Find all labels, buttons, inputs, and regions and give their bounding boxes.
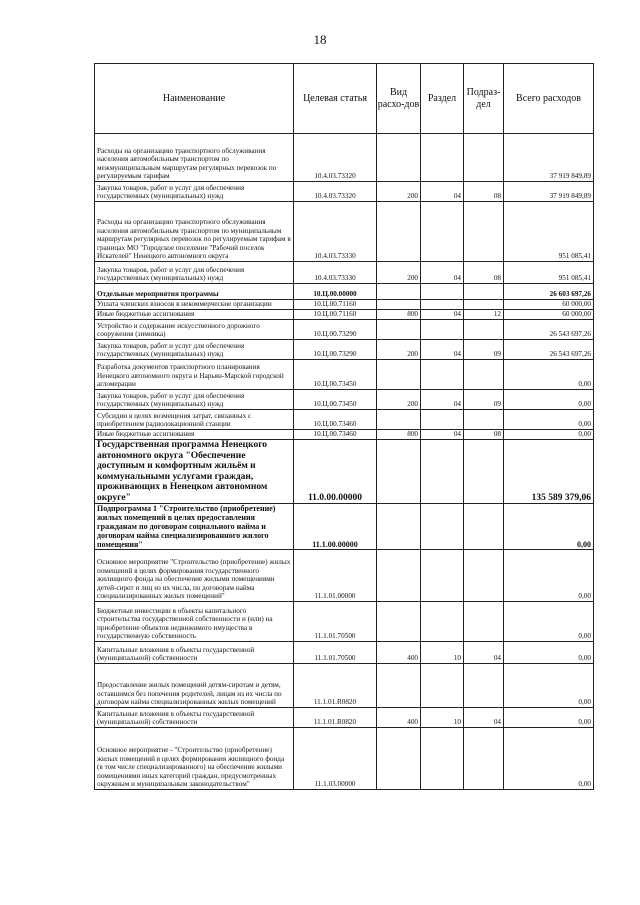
row-name: Расходы на организацию транспортного обслуживания населения автомобильным транспортом по муниципальным маршрутам регулярных перевозок по регулируемым тарифам в границах МО "Городское поселение "Рабочий поселок Искателей" Ненецкого автономного округа: [95, 202, 294, 262]
row-name: Подпрограмма 1 "Строительство (приобретение) жилых помещений в целях предоставления гражданам по договорам социального найма и договорам найма специализированного жилого помещения": [95, 504, 294, 550]
row-target-article: 10.Ц.00.73290: [294, 340, 377, 360]
row-total: 37 919 849,89: [504, 182, 594, 202]
row-expense-type: [377, 284, 421, 300]
row-target-article: 11.1.01.00000: [294, 550, 377, 602]
table-row: [95, 430, 594, 440]
row-subsection: [464, 320, 504, 340]
row-target-article: 11.1.03.00000: [294, 728, 377, 790]
expenditure-table: [94, 63, 594, 790]
row-section: [421, 550, 464, 602]
page-number: 18: [313, 32, 327, 47]
row-target-article: 10.Ц.00.73450: [294, 390, 377, 410]
row-name: Устройство и содержание искусственного дорожного сооружения (зимника): [95, 320, 294, 340]
row-name: Государственная программа Ненецкого автономного округа "Обеспечение доступным и комфортным жильём и коммунальными услугами граждан, проживающих в Ненецком автономном округе": [95, 440, 294, 504]
row-section: [421, 320, 464, 340]
row-total: 951 085,41: [504, 262, 594, 284]
row-subsection: 09: [464, 340, 504, 360]
row-expense-type: 400: [377, 642, 421, 664]
table-row: [95, 284, 594, 300]
table-row: [95, 320, 594, 340]
row-section: 04: [421, 340, 464, 360]
row-section: 04: [421, 390, 464, 410]
row-expense-type: 400: [377, 708, 421, 728]
row-total: 60 000,00: [504, 310, 594, 320]
row-subsection: [464, 360, 504, 390]
row-subsection: 08: [464, 182, 504, 202]
row-name: Закупка товаров, работ и услуг для обеспечения государственных (муниципальных) нужд: [95, 182, 294, 202]
row-section: [421, 300, 464, 310]
row-name: Расходы на организацию транспортного обслуживания населения автомобильным транспортом по межмуниципальным маршрутам регулярных перевозок по регулируемым тарифам: [95, 134, 294, 182]
row-total: 37 919 849,89: [504, 134, 594, 182]
row-name: Капитальные вложения в объекты государственной (муниципальной) собственности: [95, 708, 294, 728]
table-row: [95, 134, 594, 182]
table-row: [95, 300, 594, 310]
row-section: [421, 284, 464, 300]
row-expense-type: [377, 440, 421, 504]
row-name: Капитальные вложения в объекты государственной (муниципальной) собственности: [95, 642, 294, 664]
row-target-article: 10.4.03.73330: [294, 262, 377, 284]
table-row: [95, 602, 594, 642]
header-subsection: Подраз-дел: [464, 64, 504, 134]
row-section: 04: [421, 310, 464, 320]
table-row: [95, 410, 594, 430]
row-name: Иные бюджетные ассигнования: [95, 430, 294, 440]
header-name: Наименование: [95, 64, 294, 134]
row-total: 0,00: [504, 602, 594, 642]
row-target-article: 11.1.01.R0820: [294, 708, 377, 728]
header-target-article: Целевая статья: [294, 64, 377, 134]
row-target-article: 10.Ц.00.71160: [294, 310, 377, 320]
header-row: [95, 64, 594, 134]
table-row: [95, 708, 594, 728]
row-subsection: 04: [464, 642, 504, 664]
row-name: Субсидии в целях возмещения затрат, связанных с приобретением радиолокационной станции: [95, 410, 294, 430]
row-subsection: [464, 504, 504, 550]
row-name: Разработка документов транспортного планирования Ненецкого автономного округа и Нарьян-Марской городской агломерации: [95, 360, 294, 390]
row-total: 0,00: [504, 664, 594, 708]
row-total: 135 589 379,06: [504, 440, 594, 504]
row-name: Закупка товаров, работ и услуг для обеспечения государственных (муниципальных) нужд: [95, 390, 294, 410]
row-subsection: 08: [464, 262, 504, 284]
row-total: 0,00: [504, 728, 594, 790]
row-target-article: 11.1.01.R0820: [294, 664, 377, 708]
row-section: 04: [421, 182, 464, 202]
row-section: 04: [421, 262, 464, 284]
table-row: [95, 262, 594, 284]
row-total: 0,00: [504, 550, 594, 602]
row-target-article: 11.1.01.70500: [294, 602, 377, 642]
row-expense-type: 200: [377, 340, 421, 360]
header-section: Раздел: [421, 64, 464, 134]
row-subsection: [464, 134, 504, 182]
row-expense-type: [377, 320, 421, 340]
row-total: 0,00: [504, 360, 594, 390]
row-subsection: 09: [464, 390, 504, 410]
row-expense-type: [377, 360, 421, 390]
row-expense-type: [377, 664, 421, 708]
row-target-article: 10.Ц.00.73450: [294, 360, 377, 390]
row-total: 951 085,41: [504, 202, 594, 262]
table-row: [95, 550, 594, 602]
row-subsection: [464, 202, 504, 262]
row-target-article: 10.Ц.00.73460: [294, 430, 377, 440]
row-section: [421, 134, 464, 182]
row-expense-type: [377, 410, 421, 430]
table-row: [95, 728, 594, 790]
row-name: Закупка товаров, работ и услуг для обеспечения государственных (муниципальных) нужд: [95, 340, 294, 360]
row-target-article: 11.0.00.00000: [294, 440, 377, 504]
row-target-article: 10.Ц.00.71160: [294, 300, 377, 310]
row-expense-type: 200: [377, 390, 421, 410]
row-name: Бюджетные инвестиции в объекты капитального строительства государственной собственности и (или) на приобретение объектов недвижимого имущества в государственную собственность: [95, 602, 294, 642]
row-expense-type: [377, 504, 421, 550]
row-subsection: [464, 410, 504, 430]
row-expense-type: [377, 202, 421, 262]
row-subsection: 08: [464, 430, 504, 440]
row-name: Закупка товаров, работ и услуг для обеспечения государственных (муниципальных) нужд: [95, 262, 294, 284]
row-expense-type: [377, 300, 421, 310]
table-row: [95, 642, 594, 664]
header-expense-type: Вид расхо-дов: [377, 64, 421, 134]
row-target-article: 10.Ц.00.73290: [294, 320, 377, 340]
row-total: 0,00: [504, 504, 594, 550]
table-row: [95, 310, 594, 320]
row-target-article: 11.1.01.70500: [294, 642, 377, 664]
row-name: Уплата членских взносов в некоммерческие организации: [95, 300, 294, 310]
row-subsection: [464, 440, 504, 504]
row-target-article: 11.1.00.00000: [294, 504, 377, 550]
row-section: 10: [421, 708, 464, 728]
row-total: 26 543 697,26: [504, 340, 594, 360]
row-section: [421, 410, 464, 430]
row-target-article: 10.4.03.73320: [294, 134, 377, 182]
row-section: 04: [421, 430, 464, 440]
row-section: [421, 360, 464, 390]
row-expense-type: [377, 728, 421, 790]
row-name: Основное мероприятие "Строительство (приобретение) жилых помещений в целях формирования государственного жилищного фонда на обеспечение жилыми помещениями детей-сирот и лиц из их числа, по договорам найма специализированных жилых помещений": [95, 550, 294, 602]
table-row: [95, 340, 594, 360]
row-subsection: 12: [464, 310, 504, 320]
row-total: 60 000,00: [504, 300, 594, 310]
row-subsection: [464, 550, 504, 602]
table-row: [95, 664, 594, 708]
row-total: 26 543 697,26: [504, 320, 594, 340]
row-expense-type: 200: [377, 182, 421, 202]
row-expense-type: 800: [377, 430, 421, 440]
row-subsection: [464, 728, 504, 790]
row-total: 0,00: [504, 410, 594, 430]
row-subsection: [464, 284, 504, 300]
row-name: Иные бюджетные ассигнования: [95, 310, 294, 320]
header-total: Всего расходов: [504, 64, 594, 134]
row-section: [421, 504, 464, 550]
table-row: [95, 182, 594, 202]
row-expense-type: 200: [377, 262, 421, 284]
row-target-article: 10.Ц.00.00000: [294, 284, 377, 300]
row-target-article: 10.4.03.73320: [294, 182, 377, 202]
row-target-article: 10.Ц.00.73460: [294, 410, 377, 430]
row-expense-type: [377, 134, 421, 182]
row-subsection: [464, 300, 504, 310]
row-target-article: 10.4.03.73330: [294, 202, 377, 262]
row-section: [421, 202, 464, 262]
row-expense-type: [377, 602, 421, 642]
row-name: Отдельные мероприятия программы: [95, 284, 294, 300]
row-expense-type: 800: [377, 310, 421, 320]
row-total: 0,00: [504, 708, 594, 728]
row-name: Основное мероприятие - "Строительство (приобретение) жилых помещений в целях формирования жилищного фонда (в том числе специализированного) на обеспечение жилыми помещениями иных категорий граждан, предусмотренных окружным и муниципальным законодательством": [95, 728, 294, 790]
row-total: 0,00: [504, 430, 594, 440]
table-row: [95, 360, 594, 390]
row-section: [421, 440, 464, 504]
table-row: [95, 390, 594, 410]
row-name: Предоставление жилых помещений детям-сиротам и детям, оставшимся без попечения родителей, лицам из их числа по договорам найма специализированных жилых помещений: [95, 664, 294, 708]
row-section: [421, 728, 464, 790]
row-section: [421, 602, 464, 642]
table-row: [95, 202, 594, 262]
row-subsection: [464, 664, 504, 708]
row-total: 26 603 697,26: [504, 284, 594, 300]
row-section: 10: [421, 642, 464, 664]
row-expense-type: [377, 550, 421, 602]
row-section: [421, 664, 464, 708]
table-row: [95, 440, 594, 504]
row-subsection: 04: [464, 708, 504, 728]
table-body: [95, 134, 594, 790]
row-total: 0,00: [504, 642, 594, 664]
row-subsection: [464, 602, 504, 642]
table-row: [95, 504, 594, 550]
row-total: 0,00: [504, 390, 594, 410]
